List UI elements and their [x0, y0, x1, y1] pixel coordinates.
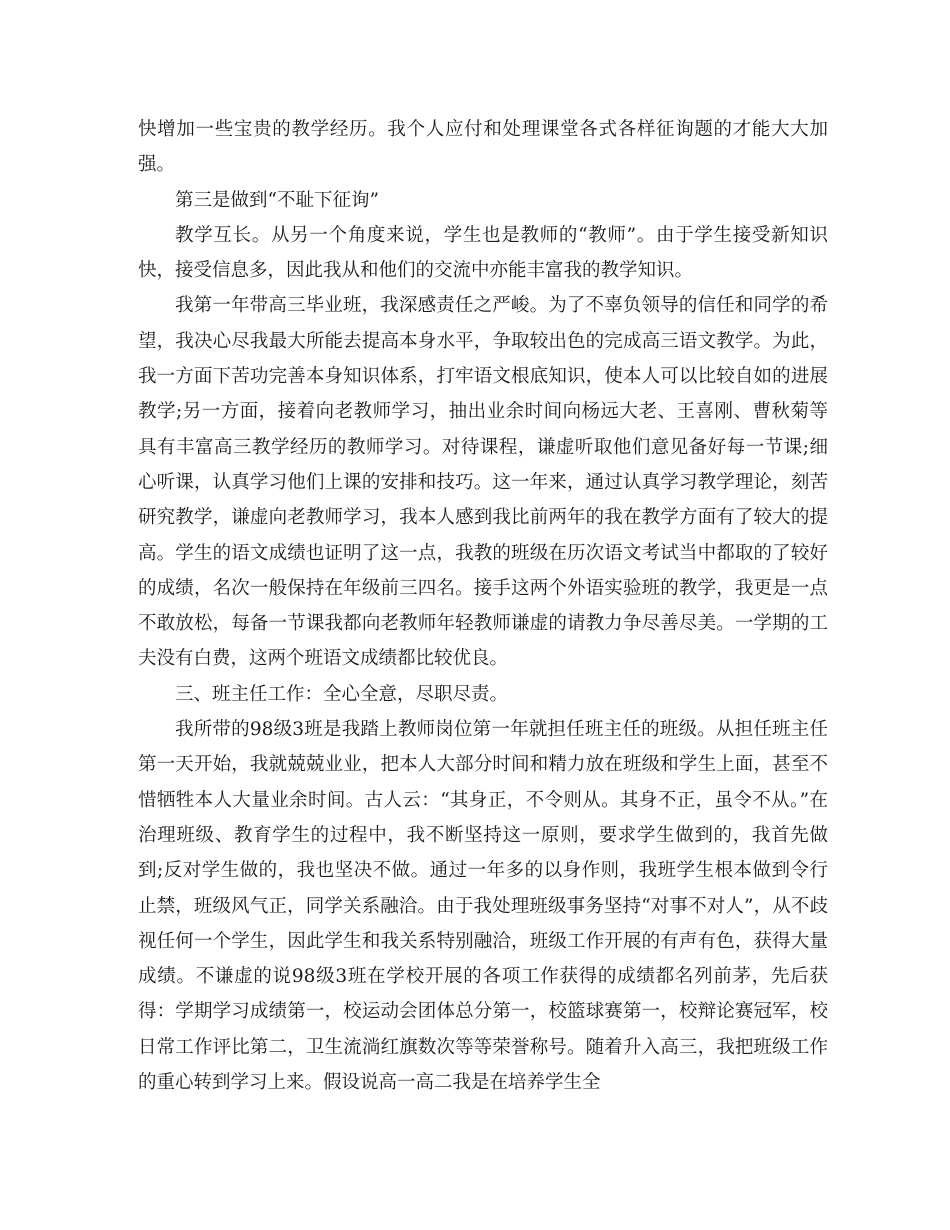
- paragraph-mutual-learning: 教学互长。从另一个角度来说，学生也是教师的“教师”。由于学生接受新知识快，接受信息多，因此我从和他们的交流中亦能丰富我的教学知识。: [138, 224, 828, 282]
- paragraph-continuation: 快增加一些宝贵的教学经历。我个人应付和处理课堂各式各样征询题的才能大大加强。: [138, 119, 828, 176]
- section-heading-class-teacher-work: 三、班主任工作：全心全意，尽职尽责。: [175, 683, 509, 705]
- paragraph-heading-third-point: 第三是做到“不耻下征询”: [175, 189, 379, 211]
- paragraph-class-98-3: 我所带的98级3班是我踏上教师岗位第一年就担任班主任的班级。从担任班主任第一天开始，我就兢兢业业，把本人大部分时间和精力放在班级和学生上面，甚至不惜牺牲本人大量业余时间。古人云：“其身正，不令则从。其身不正，虽令不从。”在治理班级、教育学生的过程中，我不断坚持这一原则，要求学生做到的，我首先做到;反对学生做的，我也坚决不做。通过一年多的以身作则，我班学生根本做到令行止禁，班级风气正，同学关系融洽。由于我处理班级事务坚持“对事不对人”，从不歧视任何一个学生，因此学生和我关系特别融洽，班级工作开展的有声有色，获得大量成绩。不谦虚的说98级3班在学校开展的各项工作获得的成绩都名列前茅，先后获得：学期学习成绩第一，校运动会团体总分第一，校篮球赛第一，校辩论赛冠军，校日常工作评比第二，卫生流淌红旗数次等等荣誉称号。随着升入高三，我把班级工作的重心转到学习上来。假设说高一高二我是在培养学生全: [138, 719, 828, 1094]
- document-body: [138, 112, 828, 1100]
- paragraph-senior-class-teaching: 我第一年带高三毕业班，我深感责任之严峻。为了不辜负领导的信任和同学的希望，我决心尽我最大所能去提高本身水平，争取较出色的完成高三语文教学。为此，我一方面下苦功完善本身知识体系，打牢语文根底知识，使本人可以比较自如的进展教学;另一方面，接着向老教师学习，抽出业余时间向杨远大老、王喜刚、曹秋菊等具有丰富高三教学经历的教师学习。对待课程，谦虚听取他们意见备好每一节课;细心听课，认真学习他们上课的安排和技巧。这一年来，通过认真学习教学理论，刻苦研究教学，谦虚向老教师学习，我本人感到我比前两年的我在教学方面有了较大的提高。学生的语文成绩也证明了这一点，我教的班级在历次语文考试当中都取的了较好的成绩，名次一般保持在年级前三四名。接手这两个外语实验班的教学，我更是一点不敢放松，每备一节课我都向老教师年轻教师谦虚的请教力争尽善尽美。一学期的工夫没有白费，这两个班语文成绩都比较优良。: [138, 295, 828, 670]
